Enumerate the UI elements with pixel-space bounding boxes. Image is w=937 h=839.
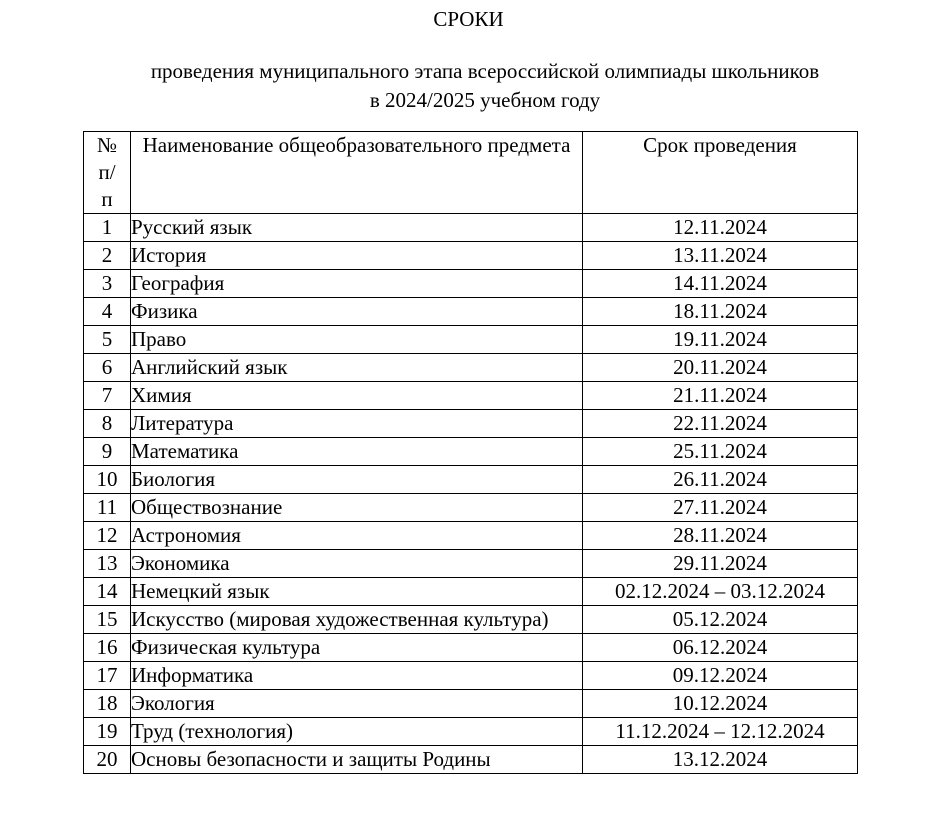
table-row	[84, 718, 858, 746]
row-subject: Труд (технология)	[131, 718, 583, 746]
row-subject: Литература	[131, 410, 583, 438]
row-subject: Физическая культура	[131, 634, 583, 662]
row-date: 13.12.2024	[583, 746, 858, 774]
row-number: 9	[84, 438, 131, 466]
row-number: 2	[84, 242, 131, 270]
row-subject: Химия	[131, 382, 583, 410]
row-subject: Физика	[131, 298, 583, 326]
document-title: СРОКИ	[433, 7, 504, 31]
subtitle-line-1: проведения муниципального этапа всероссийской олимпиады школьников	[150, 59, 820, 83]
row-number: 19	[84, 718, 131, 746]
row-date: 20.11.2024	[583, 354, 858, 382]
row-date: 27.11.2024	[583, 494, 858, 522]
row-date: 05.12.2024	[583, 606, 858, 634]
table-row	[84, 634, 858, 662]
row-date: 09.12.2024	[583, 662, 858, 690]
header-number	[84, 132, 131, 214]
table-row	[84, 382, 858, 410]
header-number-part: п/	[98, 160, 116, 184]
subtitle-line-2: в 2024/2025 учебном году	[369, 88, 601, 112]
table-row	[84, 662, 858, 690]
header-number-part: №	[96, 133, 118, 157]
row-number: 11	[84, 494, 131, 522]
table-row	[84, 494, 858, 522]
table-row	[84, 242, 858, 270]
table-row	[84, 410, 858, 438]
row-number: 15	[84, 606, 131, 634]
row-number: 18	[84, 690, 131, 718]
row-subject: Немецкий язык	[131, 578, 583, 606]
table-row	[84, 354, 858, 382]
row-date: 25.11.2024	[583, 438, 858, 466]
header-date: Срок проведения	[583, 132, 858, 214]
row-subject: Обществознание	[131, 494, 583, 522]
row-date: 21.11.2024	[583, 382, 858, 410]
row-subject: Астрономия	[131, 522, 583, 550]
row-date: 06.12.2024	[583, 634, 858, 662]
table-row	[84, 466, 858, 494]
table-row	[84, 746, 858, 774]
row-number: 13	[84, 550, 131, 578]
row-number: 7	[84, 382, 131, 410]
table-row	[84, 578, 858, 606]
table-row	[84, 606, 858, 634]
row-date: 14.11.2024	[583, 270, 858, 298]
header-number-part: п	[101, 187, 113, 211]
row-number: 4	[84, 298, 131, 326]
row-number: 6	[84, 354, 131, 382]
table-body	[84, 214, 858, 774]
table-row	[84, 298, 858, 326]
row-subject: Право	[131, 326, 583, 354]
row-number: 8	[84, 410, 131, 438]
olympiad-schedule-table	[83, 131, 858, 774]
table-row	[84, 326, 858, 354]
row-date: 26.11.2024	[583, 466, 858, 494]
row-subject: Экология	[131, 690, 583, 718]
row-number: 1	[84, 214, 131, 242]
row-subject: География	[131, 270, 583, 298]
row-subject: Информатика	[131, 662, 583, 690]
row-subject: Биология	[131, 466, 583, 494]
row-subject: Русский язык	[131, 214, 583, 242]
table-row	[84, 690, 858, 718]
row-date: 12.11.2024	[583, 214, 858, 242]
row-number: 20	[84, 746, 131, 774]
row-date: 13.11.2024	[583, 242, 858, 270]
row-number: 3	[84, 270, 131, 298]
row-date: 10.12.2024	[583, 690, 858, 718]
row-date: 28.11.2024	[583, 522, 858, 550]
row-subject: История	[131, 242, 583, 270]
table-row	[84, 522, 858, 550]
row-number: 12	[84, 522, 131, 550]
row-subject: Английский язык	[131, 354, 583, 382]
document-subtitle	[0, 57, 937, 115]
row-number: 16	[84, 634, 131, 662]
row-subject: Искусство (мировая художественная культура)	[131, 606, 583, 634]
row-date: 22.11.2024	[583, 410, 858, 438]
row-subject: Экономика	[131, 550, 583, 578]
row-date: 19.11.2024	[583, 326, 858, 354]
row-number: 17	[84, 662, 131, 690]
row-subject: Математика	[131, 438, 583, 466]
row-date: 11.12.2024 – 12.12.2024	[583, 718, 858, 746]
table-row	[84, 438, 858, 466]
row-subject: Основы безопасности и защиты Родины	[131, 746, 583, 774]
table-row	[84, 270, 858, 298]
table-row	[84, 214, 858, 242]
table-row	[84, 550, 858, 578]
header-subject: Наименование общеобразовательного предмета	[131, 132, 583, 214]
row-date: 18.11.2024	[583, 298, 858, 326]
row-number: 5	[84, 326, 131, 354]
row-number: 14	[84, 578, 131, 606]
row-number: 10	[84, 466, 131, 494]
table-header-row	[84, 132, 858, 214]
row-date: 29.11.2024	[583, 550, 858, 578]
row-date: 02.12.2024 – 03.12.2024	[583, 578, 858, 606]
